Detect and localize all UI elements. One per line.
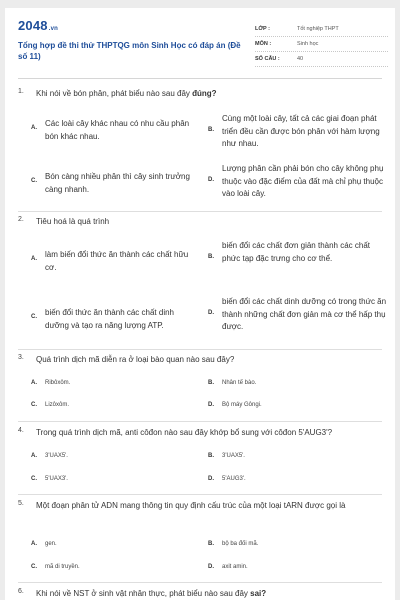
option-a[interactable]: A. Ribôxôm.	[31, 380, 71, 386]
question-text: Quá trình dịch mã diễn ra ở loại bào quan nào sau đây?	[36, 355, 235, 364]
question-number: 6.	[18, 588, 24, 595]
question-number: 2.	[18, 216, 24, 223]
option-c[interactable]: C. Bón càng nhiều phân thì cây sinh trưởng càng nhanh.	[31, 172, 190, 194]
option-d[interactable]: D. biến đổi các chất dinh dưỡng có trong thức ăn thành những chất đơn giản mà cơ thể hấp thụ được.	[208, 297, 387, 331]
question-text: Trong quá trình dịch mã, anti côđon nào sau đây khớp bổ sung với côđon 5'AUG3'?	[36, 428, 333, 437]
document-page	[5, 8, 395, 600]
option-b[interactable]: B. Cùng một loài cây, tất cả các giai đoạn phát triển đều cần được bón phân với hàm lượng như nhau.	[208, 114, 380, 148]
option-b[interactable]: B. biến đổi các chất đơn giản thành các chất phức tạp đặc trưng cho cơ thể.	[208, 241, 371, 263]
question-number: 4.	[18, 427, 24, 434]
question-separator	[18, 421, 382, 422]
question-text: Khi nói về bón phân, phát biểu nào sau đây đúng?	[36, 89, 217, 98]
meta-row-subject: MÔN : Sinh học	[255, 37, 388, 52]
question-separator	[18, 349, 382, 350]
question-number: 5.	[18, 500, 24, 507]
question-separator	[18, 211, 382, 212]
option-b[interactable]: B. Nhân tế bào.	[208, 380, 257, 386]
document-header	[18, 18, 388, 68]
question-1	[18, 88, 390, 208]
question-4	[18, 427, 390, 487]
question-number: 3.	[18, 354, 24, 361]
site-logo[interactable]: 2048.vn	[18, 18, 59, 33]
option-d[interactable]: D. Lượng phân cần phải bón cho cây không phụ thuộc vào đặc điểm của đất mà chỉ phụ thuộc vào loài cây.	[208, 164, 384, 198]
option-b[interactable]: B. bộ ba đối mã.	[208, 541, 259, 547]
document-meta	[255, 22, 388, 67]
document-title: Tổng hợp đề thi thử THPTQG môn Sinh Học có đáp án (Đề số 11)	[18, 41, 241, 61]
option-d[interactable]: D. axit amin.	[208, 564, 248, 570]
option-c[interactable]: C. Lizôxôm.	[31, 402, 70, 408]
option-b[interactable]: B. 3'UAX5'.	[208, 453, 245, 459]
option-a[interactable]: A. làm biến đổi thức ăn thành các chất hữu cơ.	[31, 250, 189, 272]
option-d[interactable]: D. 5'AUG3'.	[208, 476, 246, 482]
meta-row-count: SỐ CÂU : 40	[255, 52, 388, 67]
question-separator	[18, 494, 382, 495]
question-number: 1.	[18, 88, 24, 95]
option-d[interactable]: D. Bộ máy Gôngi.	[208, 402, 262, 408]
question-2	[18, 216, 390, 346]
question-6	[18, 588, 390, 600]
meta-row-class: LỚP : Tốt nghiệp THPT	[255, 22, 388, 37]
option-a[interactable]: A. Các loài cây khác nhau có nhu cầu phân bón khác nhau.	[31, 119, 190, 141]
question-3	[18, 354, 390, 414]
question-text: Một đoạn phân tử ADN mang thông tin quy định cấu trúc của một loại tARN được gọi là	[36, 501, 346, 510]
option-c[interactable]: C. mã di truyền.	[31, 564, 80, 570]
option-c[interactable]: C. biến đổi thức ăn thành các chất dinh dưỡng và tạo ra năng lượng ATP.	[31, 308, 174, 330]
question-text: Tiêu hoá là quá trình	[36, 217, 110, 226]
option-a[interactable]: A. gen.	[31, 541, 57, 547]
option-a[interactable]: A. 3'UAX5'.	[31, 453, 68, 459]
header-divider	[18, 78, 382, 79]
option-c[interactable]: C. 5'UAX3'.	[31, 476, 68, 482]
question-5	[18, 500, 390, 580]
question-text: Khi nói về NST ở sinh vật nhân thực, phát biểu nào sau đây sai?	[36, 589, 267, 598]
question-separator	[18, 582, 382, 583]
